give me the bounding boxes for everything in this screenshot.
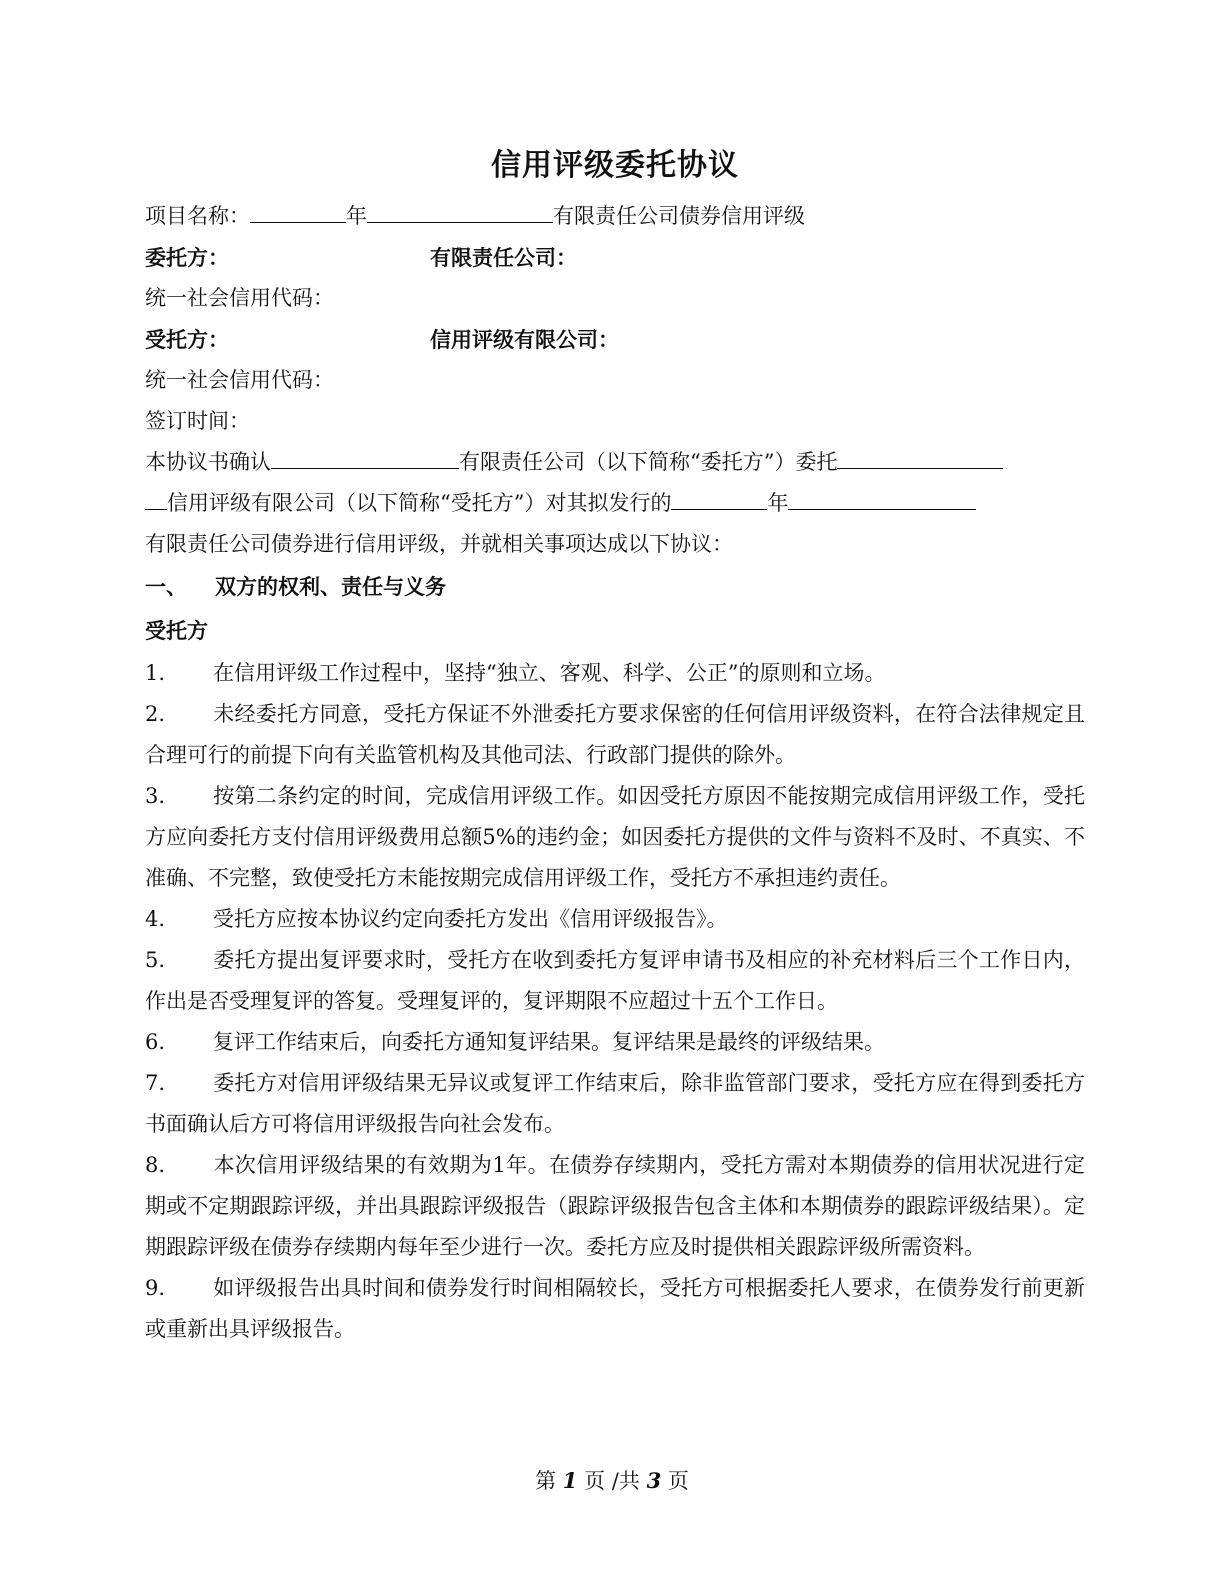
clause-number: 6. (145, 1030, 166, 1054)
clause-item (145, 694, 1085, 776)
footer-suffix: 页 (667, 1469, 689, 1493)
clause-text: 按第二条约定的时间，完成信用评级工作。如因受托方原因不能按期完成信用评级工作，受托方应向委托方支付信用评级费用总额5%的违约金；如因委托方提供的文件与资料不及时、不真实、不准确、不完整，致使受托方未能按期完成信用评级工作，受托方不承担违约责任。 (145, 784, 1085, 890)
clause-item (145, 899, 1085, 940)
section-1-number: 一、 (145, 574, 187, 599)
clause-list (145, 653, 1085, 1350)
intro-part4: 年 (767, 491, 789, 515)
intro-bond-blank (788, 483, 976, 510)
clause-item (145, 653, 1085, 694)
section-1-title: 双方的权利、责任与义务 (215, 574, 446, 599)
project-name-label: 项目名称： (145, 204, 250, 228)
clause-item (145, 940, 1085, 1022)
footer-prefix: 第 (535, 1469, 557, 1493)
project-name-line (145, 196, 1085, 237)
clause-number: 8. (145, 1153, 166, 1177)
project-suffix: 有限责任公司债券信用评级 (553, 204, 805, 228)
subsection-heading: 受托方 (145, 618, 208, 643)
intro-line-1 (145, 442, 1085, 483)
intro-client-blank (271, 442, 459, 469)
page-footer (0, 1466, 1224, 1496)
agent-line (145, 319, 1085, 360)
client-company: 有限责任公司： (430, 245, 577, 270)
clause-text: 委托方对信用评级结果无异议或复评工作结束后，除非监管部门要求，受托方应在得到委托方书面确认后方可将信用评级报告向社会发布。 (145, 1071, 1085, 1136)
intro-part2: 有限责任公司（以下简称“委托方”）委托 (459, 450, 838, 474)
agent-company: 信用评级有限公司： (430, 327, 619, 352)
clause-number: 1. (145, 661, 166, 685)
project-year-label: 年 (346, 204, 367, 228)
clause-item (145, 1145, 1085, 1268)
intro-year-blank (671, 483, 767, 510)
clause-number: 3. (145, 784, 166, 808)
intro-part1: 本协议书确认 (145, 450, 271, 474)
footer-total-pages: 3 (646, 1468, 662, 1493)
footer-middle: 页 /共 (584, 1469, 640, 1493)
intro-agent-blank (837, 442, 1003, 469)
clause-number: 9. (145, 1276, 166, 1300)
clause-item (145, 1063, 1085, 1145)
clause-item (145, 1022, 1085, 1063)
footer-page-number: 1 (562, 1468, 578, 1493)
intro-agent-blank-cont (145, 483, 167, 510)
document-title: 信用评级委托协议 (491, 148, 739, 183)
clause-number: 5. (145, 948, 166, 972)
clause-text: 受托方应按本协议约定向委托方发出《信用评级报告》。 (213, 907, 728, 931)
clause-text: 在信用评级工作过程中，坚持“独立、客观、科学、公正”的原则和立场。 (213, 661, 886, 685)
section-1-heading (145, 565, 1085, 609)
intro-part3: 信用评级有限公司（以下简称“受托方”）对其拟发行的 (167, 491, 672, 515)
clause-number: 2. (145, 702, 166, 726)
agent-label: 受托方： (145, 327, 229, 352)
project-year-blank (250, 196, 346, 223)
clause-item (145, 776, 1085, 899)
clause-text: 委托方提出复评要求时，受托方在收到委托方复评申请书及相应的补充材料后三个工作日内，作出是否受理复评的答复。受理复评的，复评期限不应超过十五个工作日。 (145, 948, 1085, 1013)
intro-line-3: 有限责任公司债券进行信用评级，并就相关事项达成以下协议： (145, 532, 733, 556)
clause-number: 7. (145, 1071, 166, 1095)
document-page (145, 140, 1085, 1350)
clause-text: 复评工作结束后，向委托方通知复评结果。复评结果是最终的评级结果。 (213, 1030, 885, 1054)
clause-text: 本次信用评级结果的有效期为1年。在债券存续期内，受托方需对本期债券的信用状况进行定期或不定期跟踪评级，并出具跟踪评级报告（跟踪评级报告包含主体和本期债券的跟踪评级结果）。定期跟踪评级在债券存续期内每年至少进行一次。委托方应及时提供相关跟踪评级所需资料。 (145, 1153, 1085, 1259)
clause-text: 如评级报告出具时间和债券发行时间相隔较长，受托方可根据委托人要求，在债券发行前更新或重新出具评级报告。 (145, 1276, 1085, 1341)
sign-date: 签订时间： (145, 409, 250, 433)
client-line (145, 237, 1085, 278)
client-credit-code: 统一社会信用代码： (145, 286, 334, 310)
clause-text: 未经委托方同意，受托方保证不外泄委托方要求保密的任何信用评级资料，在符合法律规定且合理可行的前提下向有关监管机构及其他司法、行政部门提供的除外。 (145, 702, 1085, 767)
clause-item (145, 1268, 1085, 1350)
project-company-blank (367, 196, 553, 223)
agent-credit-code: 统一社会信用代码： (145, 368, 334, 392)
intro-line-2 (145, 483, 1085, 524)
client-label: 委托方： (145, 245, 229, 270)
clause-number: 4. (145, 907, 166, 931)
